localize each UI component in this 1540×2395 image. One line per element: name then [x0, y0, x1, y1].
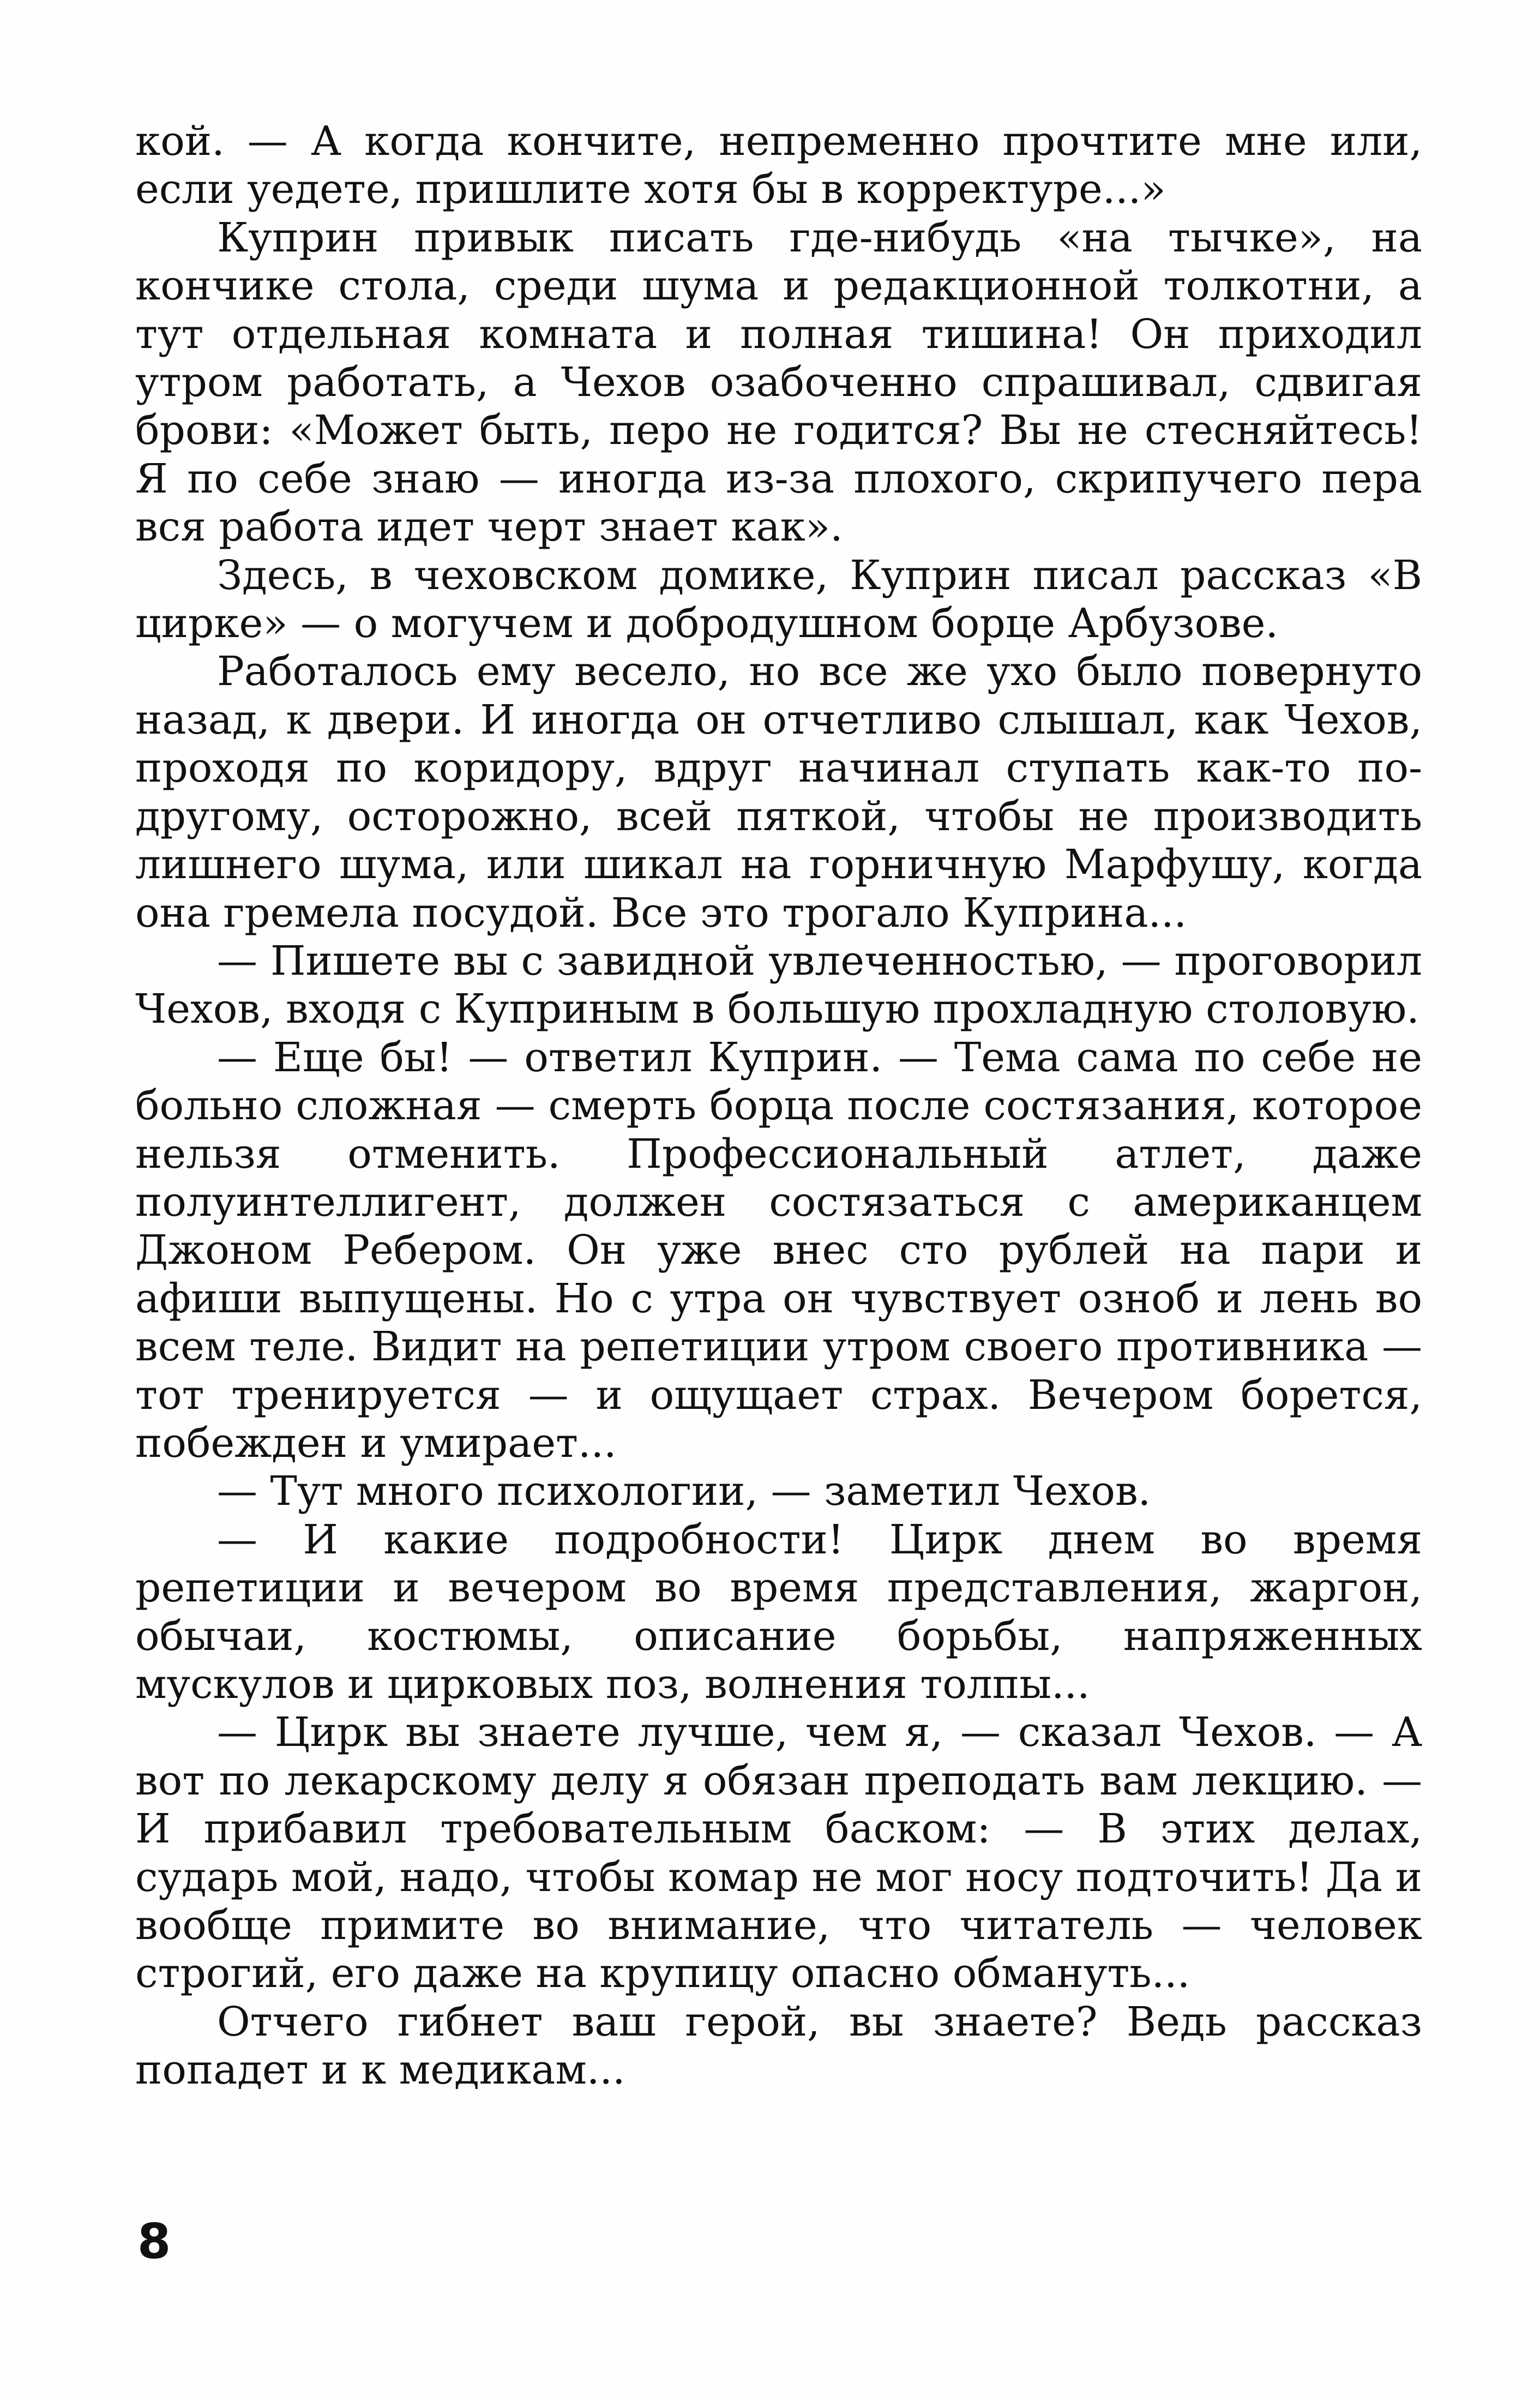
paragraph: — Пишете вы с завидной увлеченностью, — проговорил Чехов, входя с Куприным в большую прохладную столовую.	[135, 937, 1422, 1033]
paragraph: — Тут много психологии, — заметил Чехов.	[217, 1468, 1151, 1515]
paragraph: Работалось ему весело, но все же ухо было повернуто назад, к двери. И иногда он отчетливо слышал, как Чехов, проходя по коридору, вдруг начинал ступать как-то по-другому, осторожно, всей пяткой, чтобы не производить лишнего шума, или шикал на горничную Марфушу, когда она гремела посудой. Все это трогало Куприна...	[135, 648, 1422, 937]
page-number: 8	[137, 2213, 171, 2270]
paragraph: — И какие подробности! Цирк днем во время репетиции и вечером во время представления, жаргон, обычаи, костюмы, описание борьбы, напряженных мускулов и цирковых поз, волнения толпы...	[135, 1516, 1422, 1708]
paragraph: Отчего гибнет ваш герой, вы знаете? Ведь рассказ попадет и к медикам...	[135, 1998, 1422, 2094]
paragraph: Здесь, в чеховском домике, Куприн писал рассказ «В цирке» — о могучем и добродушном борце Арбузове.	[135, 551, 1422, 647]
paragraph: кой. — А когда кончите, непременно прочтите мне или, если уедете, пришлите хотя бы в корректуре...»	[135, 118, 1422, 213]
paragraph: — Еще бы! — ответил Куприн. — Тема сама по себе не больно сложная — смерть борца после состязания, которое нельзя отменить. Профессиональный атлет, даже полуинтеллигент, должен состязаться с американцем Джоном Ребером. Он уже внес сто рублей на пари и афиши выпущены. Но с утра он чувствует озноб и лень во всем теле. Видит на репетиции утром своего противника — тот тренируется — и ощущает страх. Вечером борется, побежден и умирает...	[135, 1034, 1422, 1467]
paragraph: Куприн привык писать где-нибудь «на тычке», на кончике стола, среди шума и редакционной толкотни, а тут отдельная комната и полная тишина! Он приходил утром работать, а Чехов озабоченно спрашивал, сдвигая брови: «Может быть, перо не годится? Вы не стесняйтесь! Я по себе знаю — иногда из-за плохого, скрипучего пера вся работа идет черт знает как».	[135, 214, 1422, 551]
paragraph: — Цирк вы знаете лучше, чем я, — сказал Чехов. — А вот по лекарскому делу я обязан преподать вам лекцию. — И прибавил требовательным баском: — В этих делах, сударь мой, надо, чтобы комар не мог носу подточить! Да и вообще примите во внимание, что читатель — человек строгий, его даже на крупицу опасно обмануть...	[135, 1709, 1422, 1997]
body-text	[135, 117, 1422, 2094]
